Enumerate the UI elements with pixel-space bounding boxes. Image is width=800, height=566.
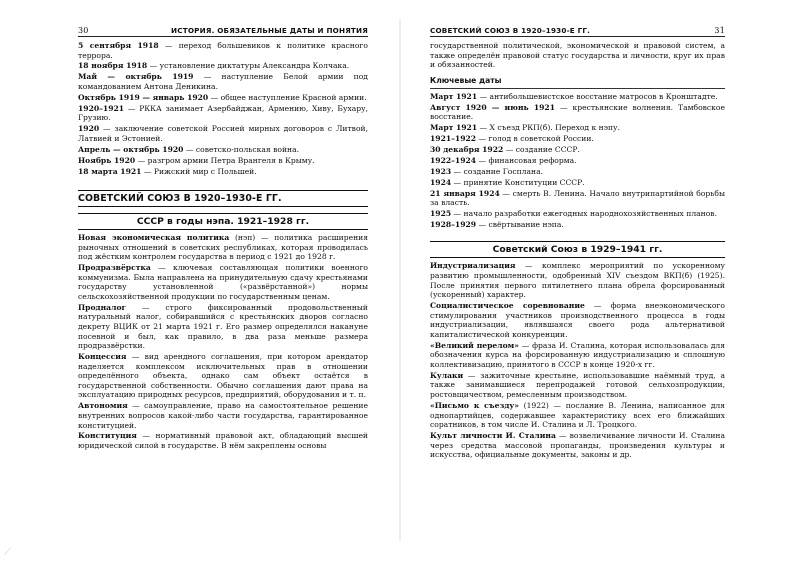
date-term: Октябрь 1919 — январь 1920	[78, 92, 209, 102]
term-entry	[78, 263, 368, 301]
left-dates-list	[78, 41, 368, 176]
date-term: 5 сентября 1918	[78, 41, 159, 50]
term-name: Концессия	[78, 352, 127, 362]
term-definition: — строго фиксированный продовольственный натуральный налог, собиравшийся с крестьянских дворов согласно декрету ВЦИК от 21 марта 1921 г. Его размер определялся накануне посевной и был, как правило, в два раза меньше размера продразвёрстки.	[78, 302, 368, 351]
date-term: 1922–1924	[430, 155, 477, 165]
term-name: Конституция	[78, 431, 137, 441]
term-entry	[430, 401, 725, 430]
subsection-title: Советский Союз в 1929–1941 гг.	[430, 241, 725, 258]
page-fold	[399, 20, 401, 540]
date-text: — финансовая реформа.	[476, 155, 577, 165]
term-name: Культ личности И. Сталина	[430, 431, 556, 441]
date-term: 1921–1922	[430, 134, 477, 144]
corner-mark-icon: ⟋	[4, 547, 11, 558]
date-entry	[430, 123, 725, 133]
term-entry	[430, 341, 725, 370]
right-running-title: СОВЕТСКИЙ СОЮЗ В 1920–1930-Е ГГ.	[430, 26, 591, 35]
date-text: — крестьянские волнения. Тамбовское восстание.	[430, 102, 725, 122]
date-entry	[78, 41, 368, 60]
date-term: 21 января 1924	[430, 188, 500, 198]
date-text: — смерть В. Ленина. Начало внутрипартийной борьбы за власть.	[430, 188, 725, 208]
date-entry	[430, 167, 725, 177]
term-definition: — самоуправление, право на самостоятельное решение внутренних вопросов какой-либо части государства, гарантированное конституцией.	[78, 401, 368, 430]
term-definition: — возвеличивание личности И. Сталина через средства массовой пропаганды, произведения культуры и искусства, официальные документы, законы и др.	[430, 431, 725, 460]
date-term: Март 1921	[430, 91, 478, 101]
left-page-header	[78, 26, 368, 37]
date-text: — общее наступление Красной армии.	[208, 92, 367, 102]
date-entry	[78, 124, 368, 143]
date-term: 18 марта 1921	[78, 166, 142, 176]
date-entry	[78, 61, 368, 71]
term-entry	[78, 303, 368, 351]
date-term: 1920	[78, 124, 100, 134]
continuation-text: государственной политической, экономической и правовой систем, а также определён правовой статус государства и личности, круг их прав и обязанностей.	[430, 41, 725, 70]
date-text: — начало разработки ежегодных народнохозяйственных планов.	[451, 208, 717, 218]
term-definition: — форма внеэкономического стимулирования участников производственного процесса в годы индустриализации, являвшаяся своего рода альтернативой капиталистической конкуренции.	[430, 301, 725, 339]
term-name: Индустриализация	[430, 261, 516, 271]
term-name: «Письмо к съезду»	[430, 400, 519, 410]
date-entry	[430, 103, 725, 122]
left-page	[78, 26, 368, 536]
term-definition: — нормативный правовой акт, обладающий высшей юридической силой в государстве. В нём закреплены основы	[78, 431, 368, 451]
key-dates-list	[430, 92, 725, 230]
date-term: 1925	[430, 208, 452, 218]
term-definition: — комплекс мероприятий по ускоренному развитию промышленности, одобренный XIV съездом ВКП(б) (1925). После принятия первого пятилетнего плана обрела форсированный (ускоренный) характер.	[430, 261, 725, 300]
term-entry	[78, 401, 368, 430]
date-entry	[430, 156, 725, 166]
right-page-number: 31	[714, 26, 725, 35]
date-text: — создание СССР.	[503, 144, 580, 154]
date-term: Март 1921	[430, 123, 478, 133]
right-terms-list	[430, 261, 725, 459]
date-term: 30 декабря 1922	[430, 144, 504, 154]
term-entry	[78, 431, 368, 450]
term-name: Автономия	[78, 401, 128, 411]
date-text: — принятие Конституции СССР.	[451, 177, 585, 187]
date-text: — разгром армии Петра Врангеля в Крыму.	[135, 155, 315, 165]
date-entry	[430, 178, 725, 188]
term-definition: — вид арендного соглашения, при котором арендатор наделяется комплексом исключительных прав в отношении определённого объекта, однако сам объект остаётся в государственной собственности. Обычно соглашения дают права на эксплуатацию природных ресурсов, предприятий, оборудования и т. п.	[78, 352, 368, 400]
left-running-title: ИСТОРИЯ. ОБЯЗАТЕЛЬНЫЕ ДАТЫ И ПОНЯТИЯ	[171, 26, 368, 35]
date-term: Август 1920 — июнь 1921	[430, 102, 555, 112]
date-entry	[78, 167, 368, 177]
term-definition: (нэп) — политика расширения рыночных отношений в советских республиках, которая проводилась под жёстким контролем государства в период с 1921 до 1928 г.	[78, 233, 368, 262]
term-entry	[430, 371, 725, 400]
term-name: Социалистическое соревнование	[430, 301, 585, 311]
date-entry	[78, 145, 368, 155]
term-entry	[78, 233, 368, 262]
date-term: 1920–1921	[78, 103, 125, 113]
right-page-header	[430, 26, 725, 37]
date-text: — свёртывание нэпа.	[476, 219, 564, 229]
date-term: 1923	[430, 166, 452, 176]
term-entry	[430, 261, 725, 299]
date-entry	[78, 104, 368, 123]
term-definition: — ключевая составляющая политики военного коммунизма. Была направлена на принудительную сдачу крестьянами государству установленной («развёрстанной») нормы сельскохозяйственной продукции по государственным ценам.	[78, 263, 368, 301]
date-entry	[78, 72, 368, 91]
date-term: Ноябрь 1920	[78, 155, 136, 165]
term-name: Продразвёрстка	[78, 263, 151, 273]
term-name: Продналог	[78, 302, 127, 312]
date-text: — наступление Белой армии под командованием Антона Деникина.	[78, 72, 368, 91]
term-entry	[430, 431, 725, 460]
subsection-title: СССР в годы нэпа. 1921–1928 гг.	[78, 213, 368, 230]
date-entry	[430, 209, 725, 219]
term-name: Новая экономическая политика	[78, 233, 230, 243]
date-term: Апрель — октябрь 1920	[78, 144, 184, 154]
term-entry	[430, 301, 725, 339]
date-term: 1924	[430, 177, 452, 187]
date-text: — антибольшевистское восстание матросов в Кронштадте.	[477, 91, 718, 101]
date-entry	[430, 134, 725, 144]
date-term: Май — октябрь 1919	[78, 72, 194, 82]
key-dates-heading: Ключевые даты	[430, 75, 502, 85]
key-dates-rule	[430, 88, 725, 89]
date-entry	[430, 220, 725, 230]
date-text: — переход большевиков к политике красного террора.	[78, 41, 368, 60]
right-page	[430, 26, 725, 536]
date-entry	[430, 92, 725, 102]
term-definition: — фраза И. Сталина, которая использовалась для обозначения курса на форсированную индустриализацию и сплошную коллективизацию, принятого в СССР в конце 1920-х гг.	[430, 340, 725, 369]
term-entry	[78, 352, 368, 400]
left-terms-list	[78, 233, 368, 451]
date-text: — Рижский мир с Польшей.	[141, 166, 257, 176]
date-text: — РККА занимает Азербайджан, Армению, Хиву, Бухару, Грузию.	[78, 103, 368, 123]
term-name: «Великий перелом»	[430, 340, 519, 350]
date-term: 18 ноября 1918	[78, 61, 148, 71]
date-text: — создание Госплана.	[451, 166, 544, 176]
date-entry	[430, 189, 725, 208]
date-term: 1928–1929	[430, 219, 477, 229]
date-text: — установление диктатуры Александра Колчака.	[147, 61, 350, 71]
date-entry	[78, 156, 368, 166]
date-text: — голод в советской России.	[476, 134, 594, 144]
section-title: СОВЕТСКИЙ СОЮЗ В 1920–1930-Е ГГ.	[78, 190, 368, 207]
term-definition: — зажиточные крестьяне, использовавшие наёмный труд, а также занимавшиеся перепродажей готовой сельхозпродукции, ростовщичеством, ремесленным производством.	[430, 370, 725, 400]
date-entry	[430, 145, 725, 155]
date-entry	[78, 93, 368, 103]
date-text: — X съезд РКП(б). Переход к нэпу.	[477, 123, 620, 133]
term-name: Кулаки	[430, 370, 464, 380]
left-page-number: 30	[78, 26, 89, 35]
date-text: — советско-польская война.	[183, 144, 300, 154]
term-definition: (1922) — послание В. Ленина, написанное для однопартийцев, содержавшее характеристику всех его ближайших соратников, в том числе И. Сталина и Л. Троцкого.	[430, 400, 725, 430]
date-text: — заключение советской Россией мирных договоров с Литвой, Латвией и Эстонией.	[78, 124, 368, 143]
